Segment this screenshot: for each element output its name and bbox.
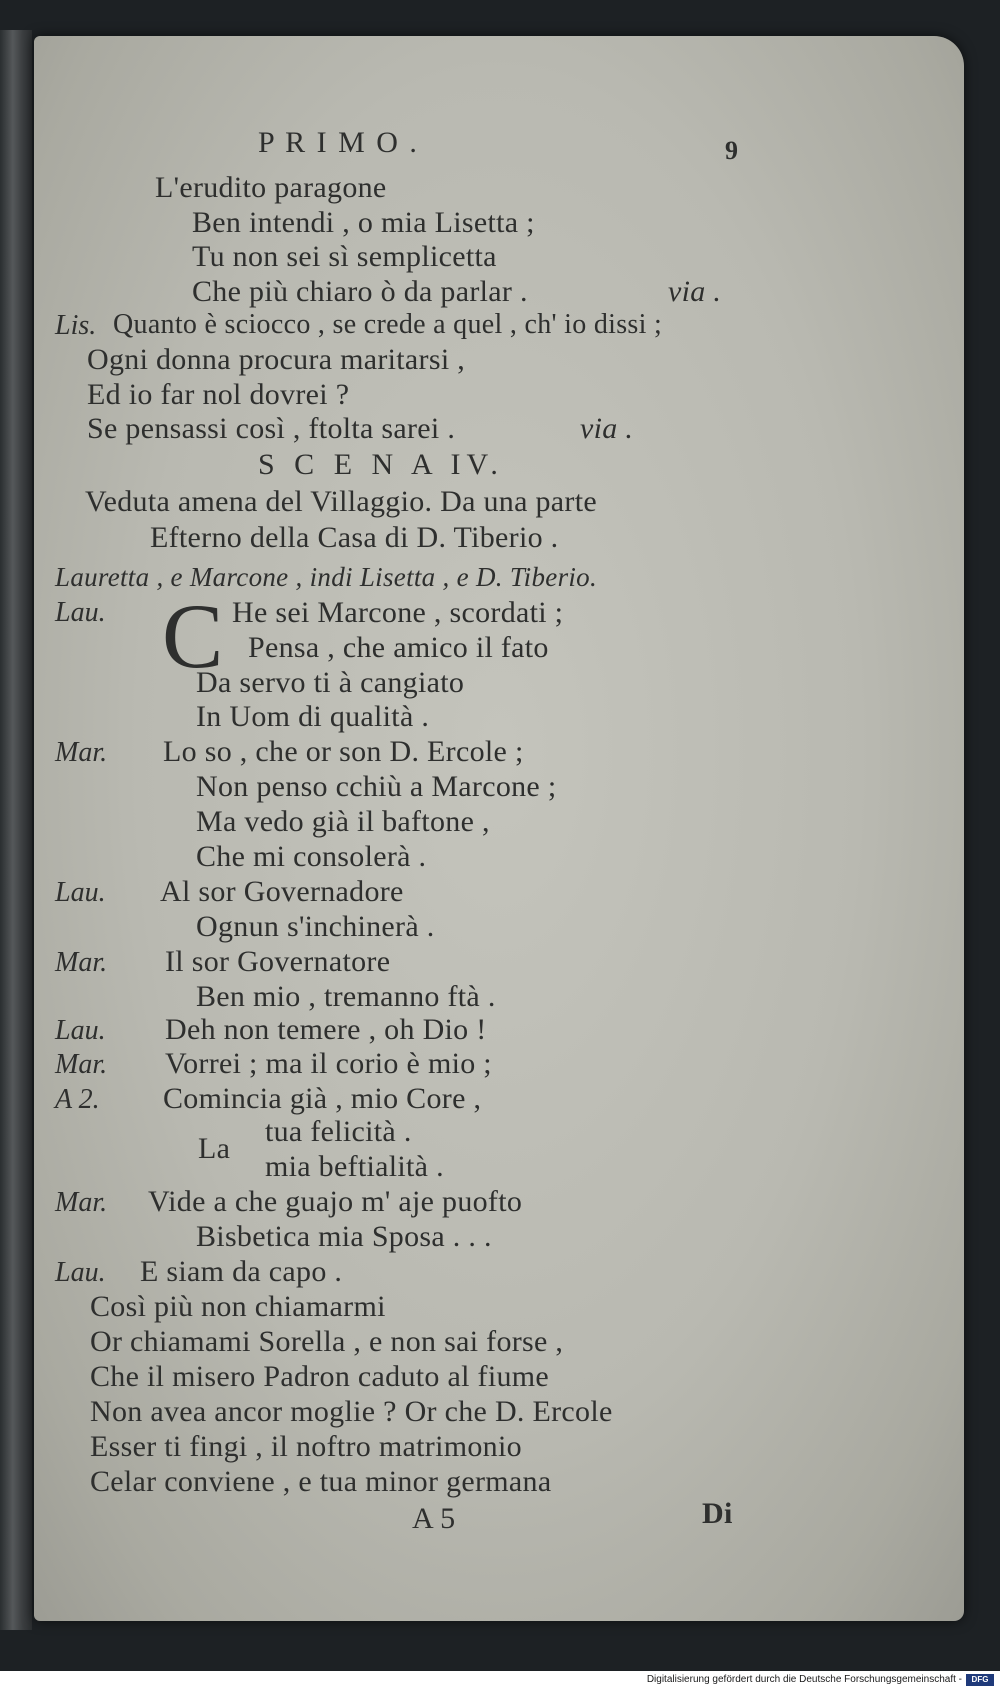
text-line: Ogni donna procura maritarsi , xyxy=(87,343,466,376)
book-binding xyxy=(0,30,32,1630)
text-line: mia beftialità . xyxy=(265,1150,444,1183)
scene-setting: Efterno della Casa di D. Tiberio . xyxy=(150,521,559,554)
drop-cap: C xyxy=(162,585,224,687)
text-line: Esser ti fingi , il noftro matrimonio xyxy=(90,1430,522,1463)
text-line: Così più non chiamarmi xyxy=(90,1290,386,1323)
text-line: Quanto è sciocco , se crede a quel , ch' io dissi ; xyxy=(113,309,663,340)
speaker-label: Lau. xyxy=(55,1257,106,1288)
text-line: Che mi consolerà . xyxy=(196,840,427,873)
text-line: tua felicità . xyxy=(265,1115,412,1148)
speaker-label: Lis. xyxy=(55,310,97,341)
text-line: Se pensassi così , ftolta sarei . xyxy=(87,412,456,445)
stage-direction: via . xyxy=(668,275,722,308)
text-line: Bisbetica mia Sposa . . . xyxy=(196,1220,492,1253)
speaker-label: Mar. xyxy=(55,737,108,768)
text-line: Non penso cchiù a Marcone ; xyxy=(196,770,557,803)
speaker-label: Lau. xyxy=(55,877,106,908)
text-line: Vide a che guajo m' aje puofto xyxy=(148,1185,523,1218)
text-line: Al sor Governadore xyxy=(160,875,404,908)
text-line: E siam da capo . xyxy=(140,1255,343,1288)
stage-direction: via . xyxy=(580,412,634,445)
dfg-logo: DFG xyxy=(966,1674,994,1686)
speaker-label: Lau. xyxy=(55,597,106,628)
text-line: Da servo ti à cangiato xyxy=(196,666,465,699)
text-line: In Uom di qualità . xyxy=(196,700,430,733)
text-line: Comincia già , mio Core , xyxy=(163,1082,482,1115)
speaker-label: Mar. xyxy=(55,1049,108,1080)
speaker-label: Lau. xyxy=(55,1015,106,1046)
text-line: Vorrei ; ma il corio è mio ; xyxy=(165,1047,492,1080)
text-line: He sei Marcone , scordati ; xyxy=(232,596,564,629)
digitization-credit: Digitalisierung gefördert durch die Deutsche Forschungsgemeinschaft - xyxy=(646,1674,962,1685)
speaker-label: Mar. xyxy=(55,947,108,978)
text-line: Che il misero Padron caduto al fiume xyxy=(90,1360,550,1393)
text-line: Ma vedo già il baftone , xyxy=(196,805,490,838)
speaker-label: Mar. xyxy=(55,1187,108,1218)
running-title: P R I M O . xyxy=(258,126,419,159)
text-line: Deh non temere , oh Dio ! xyxy=(165,1013,487,1046)
text-line: Ben mio , tremanno ftà . xyxy=(196,980,496,1013)
digitization-footer xyxy=(0,1671,1000,1691)
text-line: Che più chiaro ò da parlar . xyxy=(192,275,528,308)
text-line: Pensa , che amico il fato xyxy=(248,631,549,664)
scene-setting: Veduta amena del Villaggio. Da una parte xyxy=(85,485,597,518)
scene-title: S C E N A IV. xyxy=(258,448,504,481)
text-line: Il sor Governatore xyxy=(165,945,391,978)
text-line: Ben intendi , o mia Lisetta ; xyxy=(192,206,535,239)
page-number: 9 xyxy=(725,136,739,165)
scene-characters: Lauretta , e Marcone , indi Lisetta , e D. Tiberio. xyxy=(55,562,598,592)
text-line: Non avea ancor moglie ? Or che D. Ercole xyxy=(90,1395,613,1428)
text-line: Tu non sei sì semplicetta xyxy=(192,240,497,273)
text-line: Celar conviene , e tua minor germana xyxy=(90,1465,552,1498)
text-line: Lo so , che or son D. Ercole ; xyxy=(163,735,524,768)
text-line: La xyxy=(198,1132,231,1165)
text-line: Ed io far nol dovrei ? xyxy=(87,378,350,411)
signature-mark: A 5 xyxy=(412,1502,456,1535)
text-line: L'erudito paragone xyxy=(155,171,387,204)
speaker-label: A 2. xyxy=(55,1084,100,1115)
text-line: Ognun s'inchinerà . xyxy=(196,910,435,943)
text-line: Or chiamami Sorella , e non sai forse , xyxy=(90,1325,564,1358)
catchword: Di xyxy=(702,1497,733,1530)
